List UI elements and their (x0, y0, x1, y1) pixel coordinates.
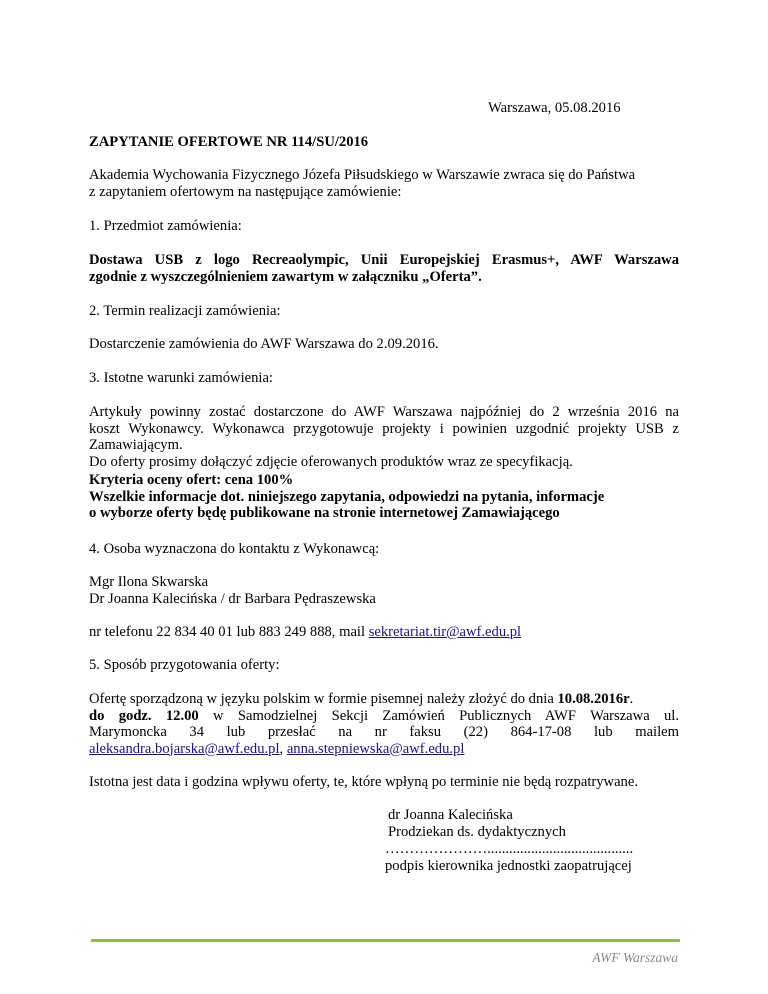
signature-caption: podpis kierownika jednostki zaopatrującej (385, 858, 632, 874)
deadline-hour: do godz. 12.00 (89, 707, 199, 724)
section-1-heading: 1. Przedmiot zamówienia: (89, 218, 242, 234)
section-1-body (89, 252, 679, 285)
info-line: Wszelkie informacje dot. niniejszego zapytania, odpowiedzi na pytania, informacje (89, 488, 605, 505)
contacts-block (89, 574, 679, 607)
criteria-line: Kryteria oceny ofert: cena 100% (89, 472, 294, 488)
section-1-line: zgodnie z wyszczególnieniem zawartym w załączniku „Oferta”. (89, 268, 482, 285)
signatory-role: Prodziekan ds. dydaktycznych (388, 824, 566, 840)
section-5-body (89, 691, 679, 757)
contact-person: Dr Joanna Kalecińska / dr Barbara Pędraszewska (89, 590, 376, 607)
section-5-line (89, 708, 679, 725)
info-line: o wyborze oferty będę publikowane na stronie internetowej Zamawiającego (89, 505, 560, 521)
section-2-heading: 2. Termin realizacji zamówienia: (89, 303, 281, 319)
bojarska-email-link[interactable]: aleksandra.bojarska@awf.edu.pl (89, 740, 280, 757)
section-5-text: . (629, 691, 634, 707)
section-3-body (89, 404, 679, 470)
contact-person: Mgr Ilona Skwarska (89, 574, 209, 590)
section-5-heading: 5. Sposób przygotowania oferty: (89, 657, 280, 673)
section-5-line: Marymoncka 34 lub przesłać na nr faksu (22) 864-17-08 lub mailem (89, 724, 679, 740)
document-title: ZAPYTANIE OFERTOWE NR 114/SU/2016 (89, 134, 369, 150)
deadline-date: 10.08.2016r (557, 691, 630, 707)
criteria-block (89, 472, 679, 522)
intro-line: z zapytaniem ofertowym na następujące zamówienie: (89, 183, 402, 200)
footer-divider (91, 939, 680, 942)
phone-line (89, 624, 679, 641)
section-3-line: Do oferty prosimy dołączyć zdjęcie oferowanych produktów wraz ze specyfikacją. (89, 453, 573, 470)
footer-text: AWF Warszawa (592, 950, 678, 965)
section-5-text: Ofertę sporządzoną w języku polskim w formie pisemnej należy złożyć do dnia (89, 691, 558, 707)
intro-paragraph (89, 167, 679, 200)
section-5-text: w Samodzielnej Sekcji Zamówień Publicznych AWF Warszawa ul. (198, 707, 679, 724)
secretariat-email-link[interactable]: sekretariat.tir@awf.edu.pl (368, 624, 522, 640)
section-1-line: Dostawa USB z logo Recreaolympic, Unii Europejskiej Erasmus+, AWF Warszawa (89, 252, 679, 268)
section-5-line (89, 741, 679, 758)
section-4-heading: 4. Osoba wyznaczona do kontaktu z Wykonawcą: (89, 541, 380, 557)
note-paragraph: Istotna jest data i godzina wpływu oferty, te, które wpłyną po terminie nie będą rozpatrywane. (89, 774, 638, 790)
stepniewska-email-link[interactable]: anna.stepniewska@awf.edu.pl (286, 740, 465, 757)
signature-dots: …………………........................................ (385, 841, 634, 857)
section-5-line (89, 691, 679, 708)
intro-line: Akademia Wychowania Fizycznego Józefa Piłsudskiego w Warszawie zwraca się do Państwa (89, 167, 636, 183)
section-3-line: Artykuły powinny zostać dostarczone do AWF Warszawa najpóźniej do 2 września 2016 na (89, 404, 679, 420)
section-3-line: koszt Wykonawcy. Wykonawca przygotowuje projekty i powinien uzgodnić projekty USB z (89, 420, 679, 437)
section-2-body: Dostarczenie zamówienia do AWF Warszawa do 2.09.2016. (89, 336, 439, 352)
phone-text: nr telefonu 22 834 40 01 lub 883 249 888, mail (89, 624, 369, 640)
place-date: Warszawa, 05.08.2016 (488, 100, 621, 116)
section-3-heading: 3. Istotne warunki zamówienia: (89, 370, 273, 386)
signatory-name: dr Joanna Kalecińska (388, 807, 513, 823)
section-3-line: Zamawiającym. (89, 437, 183, 453)
email-separator: , (279, 740, 287, 757)
